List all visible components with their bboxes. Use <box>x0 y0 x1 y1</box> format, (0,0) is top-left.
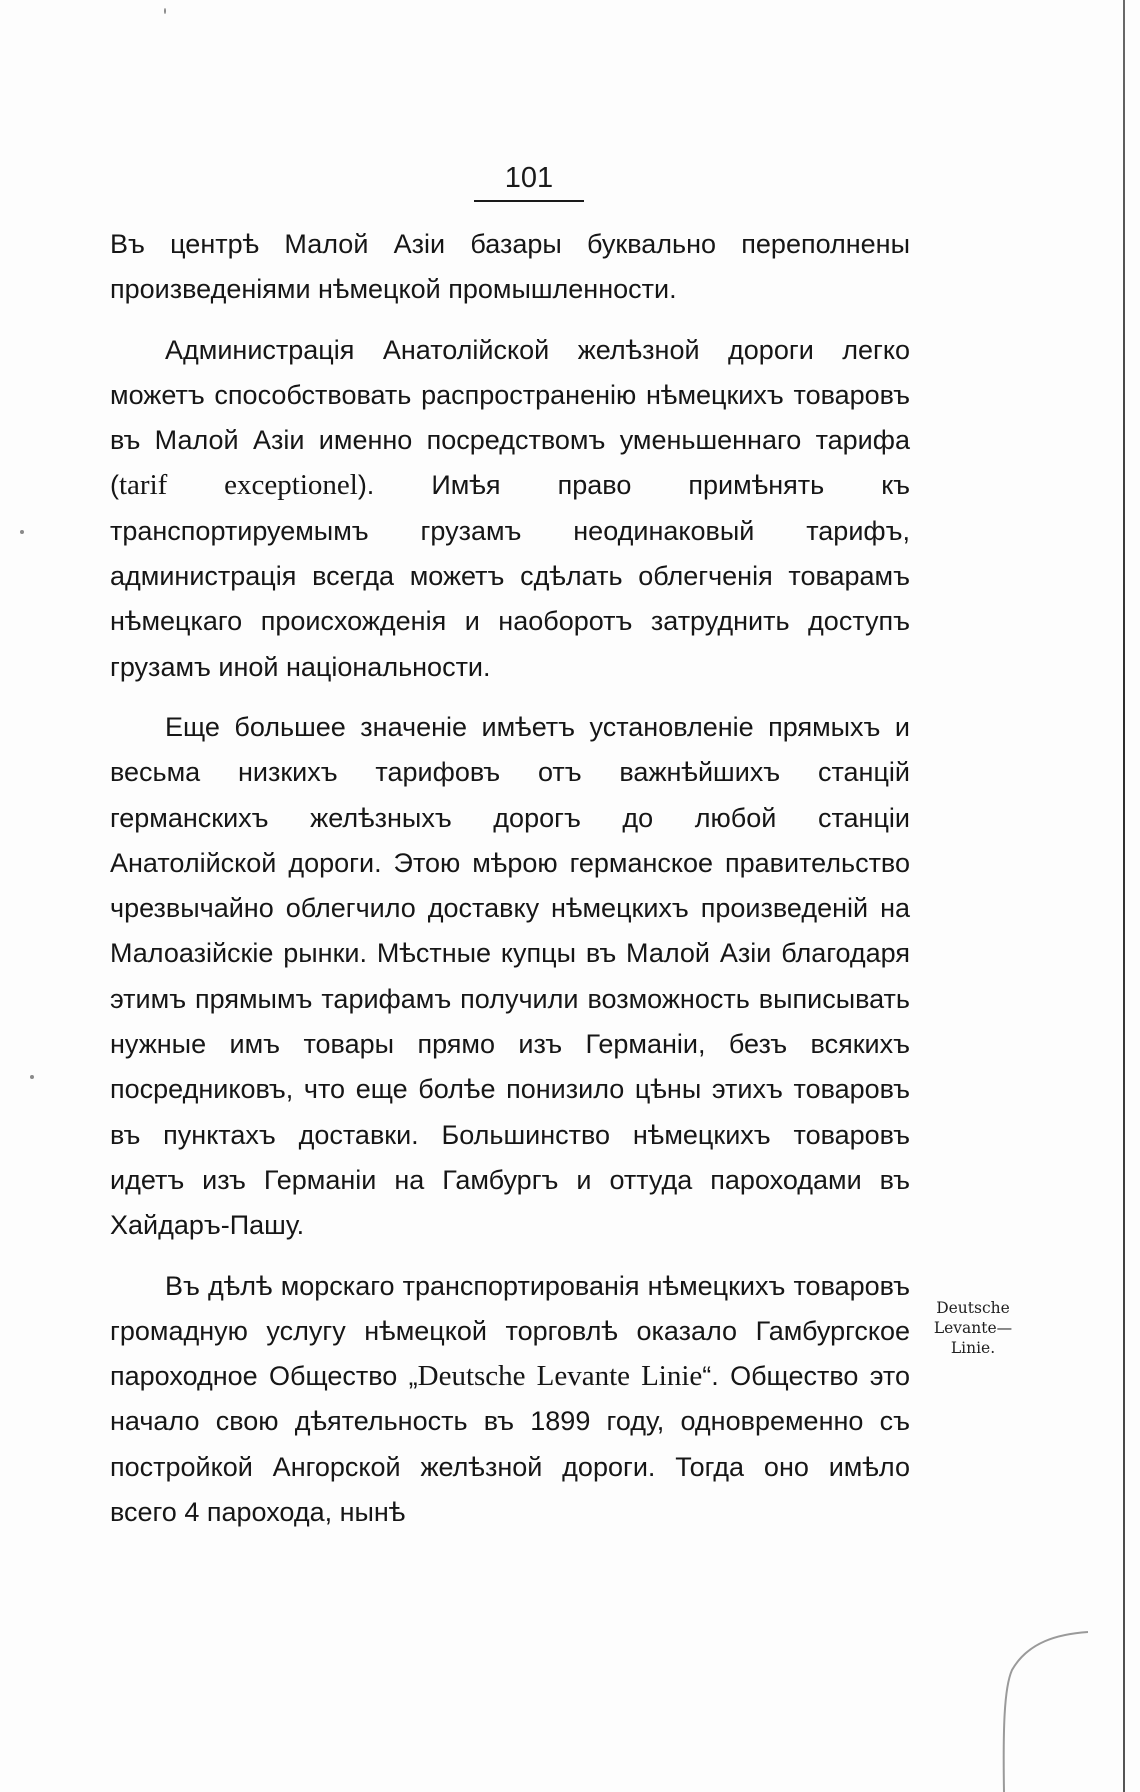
paragraph-4-part-2: “. Общество это начало свою дѣятельность въ 1899 году, одновременно съ постройкой Ангорской желѣзной дороги. Тогда оно имѣло всего 4 парохода, нынѣ <box>110 1361 910 1528</box>
paragraph-4-part-1: Въ дѣлѣ морскаго транспортированія нѣмецкихъ товаровъ громадную услугу нѣмецкой торговлѣ оказало Гамбургское пароходное Общество „ <box>110 1270 910 1392</box>
paragraph-2-part-1: Администрація Анатолійской желѣзной дороги легко можетъ способствовать распространенію нѣмецкихъ товаровъ въ Малой Азіи именно посредствомъ уменьшеннаго тарифа ( <box>110 334 910 501</box>
paragraph-4 <box>110 1264 910 1536</box>
scan-speck <box>30 1075 34 1079</box>
paragraph-2-part-2: ). Имѣя право примѣнять къ транспортируемымъ грузамъ неодинаковый тарифъ, администрація всегда можетъ сдѣлать облегченія товарамъ нѣмецкаго происхожденія и наоборотъ затруднить доступъ грузамъ иной національности. <box>110 470 910 682</box>
paragraph-2 <box>110 328 910 690</box>
body-text <box>110 222 910 1535</box>
paragraph-3: Еще большее значеніе имѣетъ установленіе прямыхъ и весьма низкихъ тарифовъ отъ важнѣйшихъ станцій германскихъ желѣзныхъ дорогъ до любой станціи Анатолійской дороги. Этою мѣрою германское правительство чрезвычайно облегчило доставку нѣмецкихъ произведеній на Малоазійскіе рынки. Мѣстные купцы въ Малой Азіи благодаря этимъ прямымъ тарифамъ получили возможность выписывать нужные имъ товары прямо изъ Германіи, безъ всякихъ посредниковъ, что еще болѣе понизило цѣны этихъ товаровъ въ пунктахъ доставки. Большинство нѣмецкихъ товаровъ идетъ изъ Германіи на Гамбургъ и оттуда пароходами въ Хайдаръ-Пашу. <box>110 711 910 1241</box>
page-number-underline <box>474 200 584 202</box>
paragraph-2-foreign-term: tarif exceptionel <box>119 469 358 502</box>
margin-note <box>918 1298 1028 1358</box>
scan-speck <box>20 530 24 534</box>
page-edge-line <box>1123 0 1125 1792</box>
paragraph-1: Въ центрѣ Малой Азіи базары буквально переполнены произведеніями нѣмецкой промышленности. <box>110 229 910 305</box>
margin-note-line-2: Levante— <box>933 1319 1013 1337</box>
margin-note-line-3: Linie. <box>950 1339 996 1357</box>
scan-corner-artifact <box>998 1630 1090 1792</box>
page-number: 101 <box>504 162 554 194</box>
scan-speck <box>164 8 166 14</box>
margin-note-line-1: Deutsche <box>936 1299 1010 1317</box>
paragraph-4-company-name: Deutsche Levante Linie <box>417 1360 703 1393</box>
